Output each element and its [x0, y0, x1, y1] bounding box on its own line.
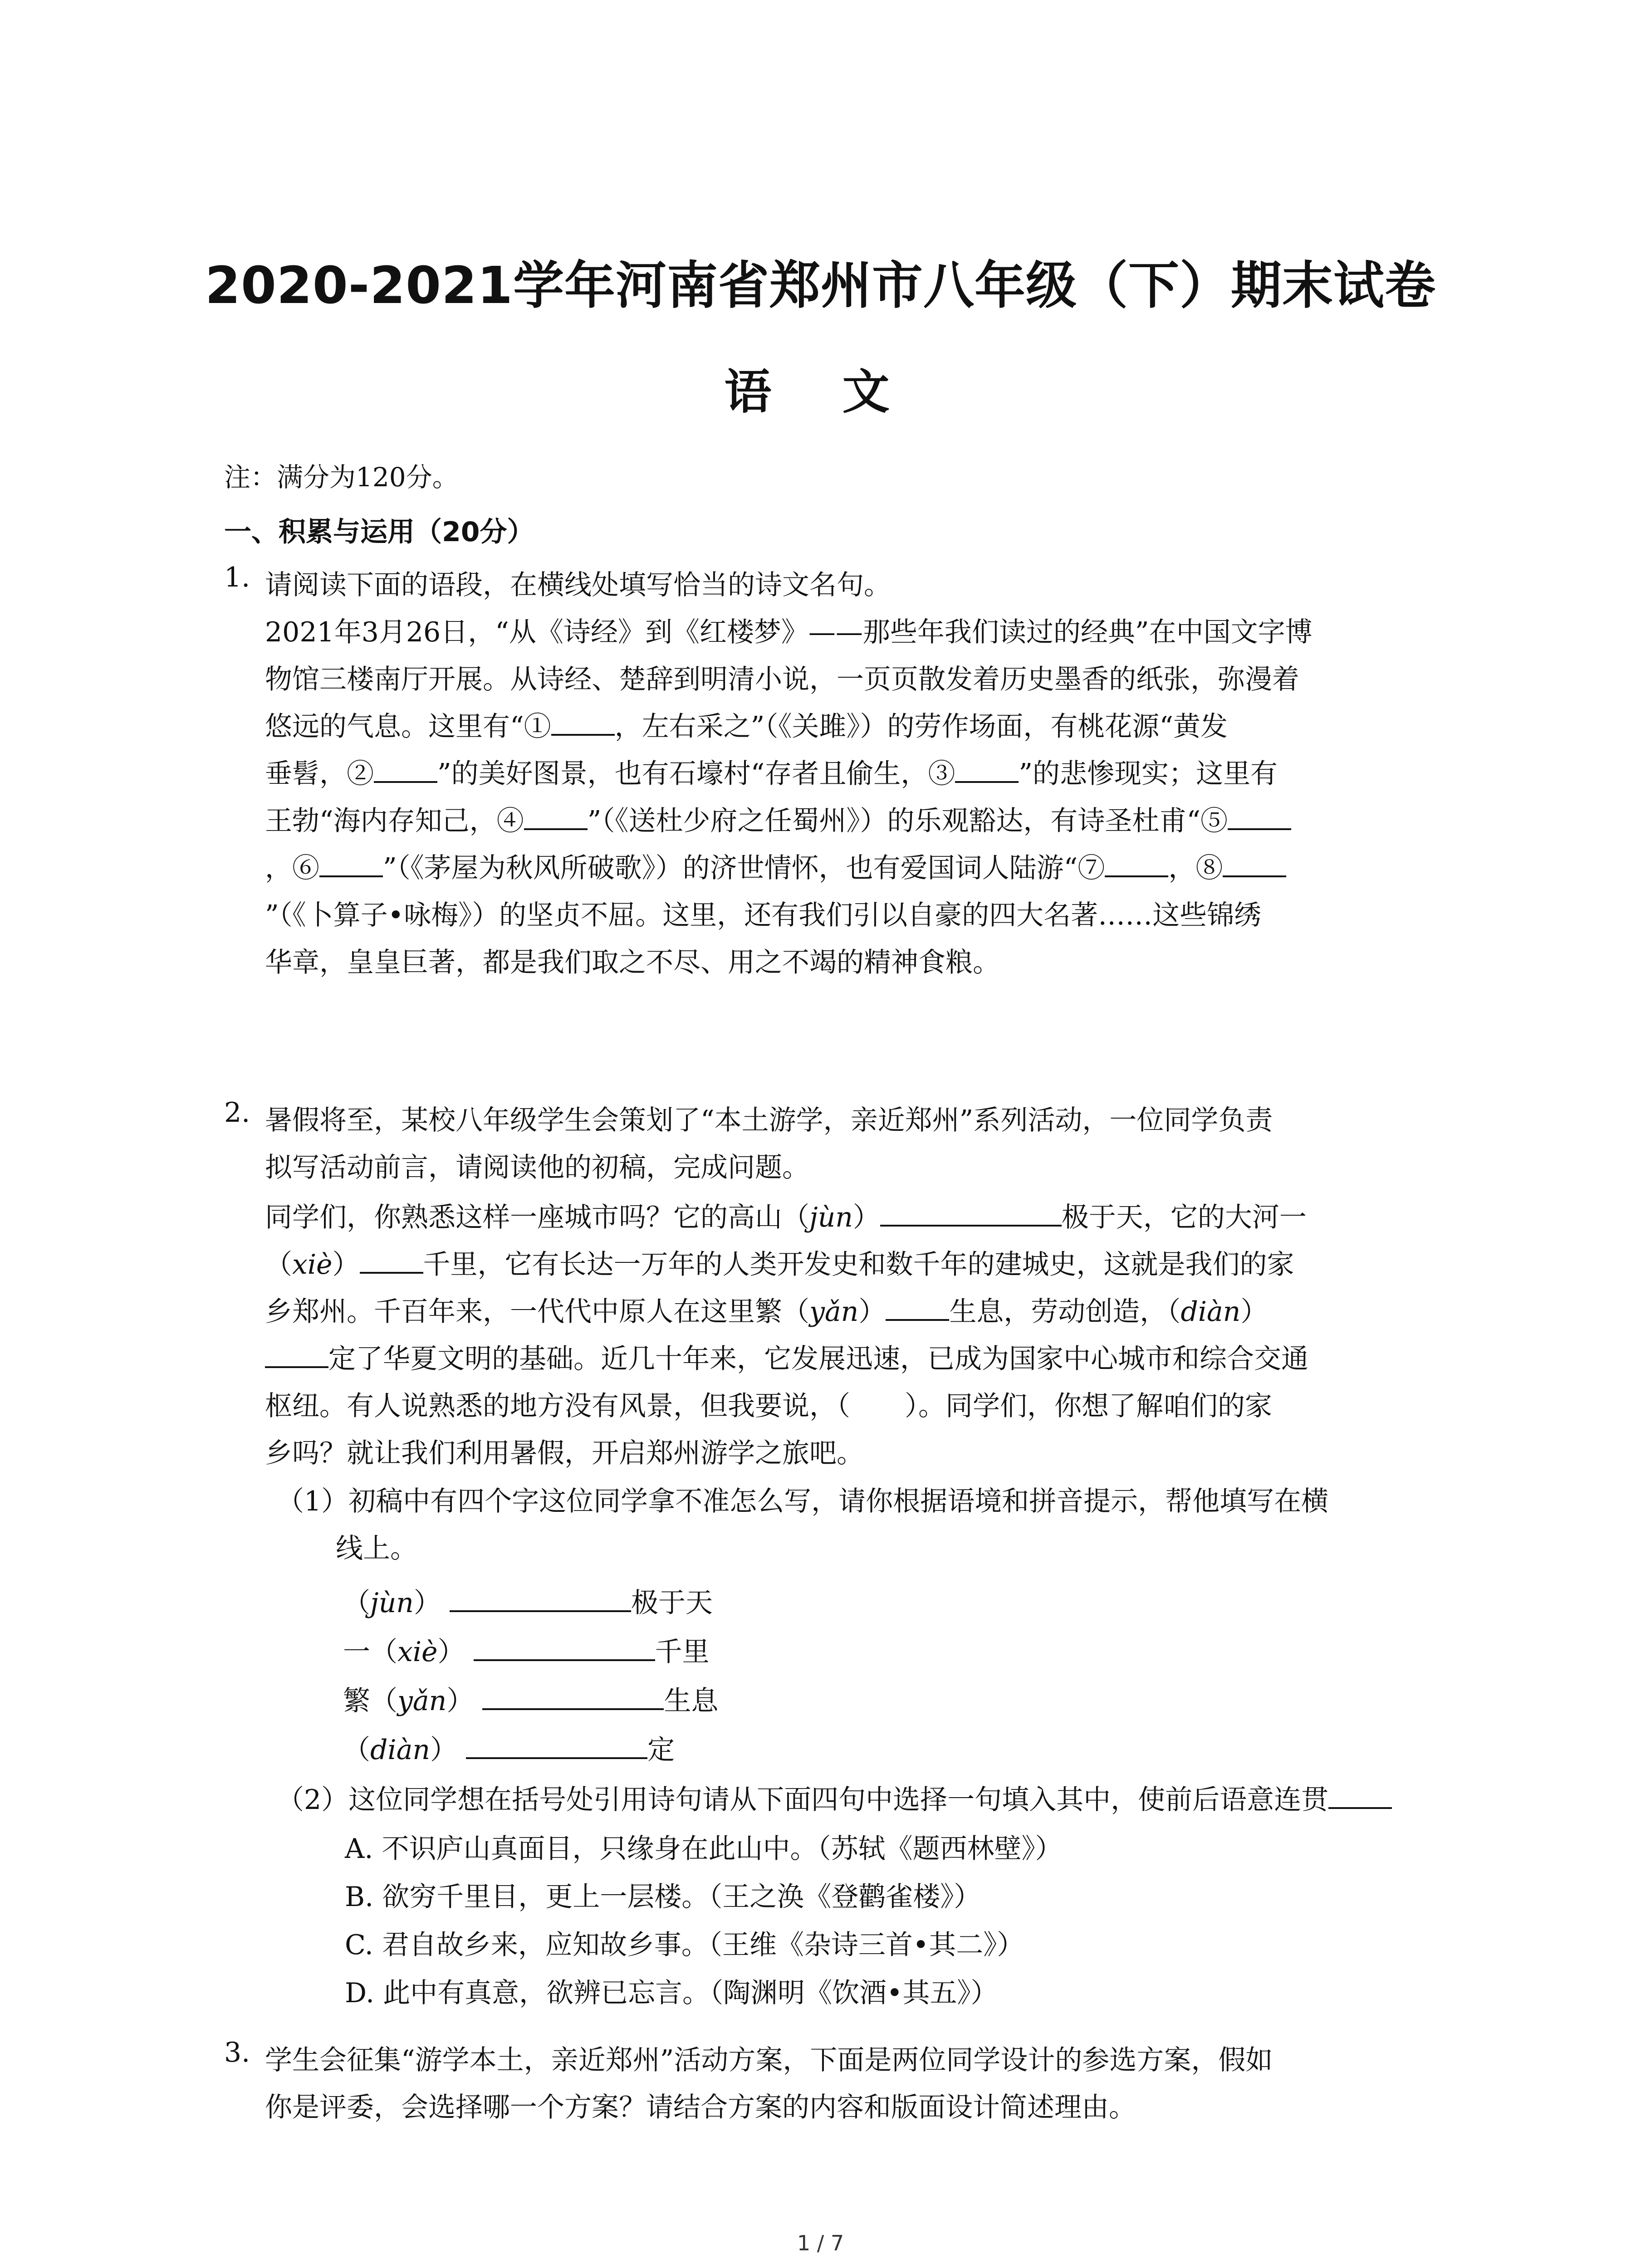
option-d: D. 此中有真意，欲辨已忘言。（陶渊明《饮酒•其五》）: [345, 1977, 998, 2009]
question-number: 2.: [224, 1097, 250, 1129]
subject-heading: 语 文: [724, 364, 917, 420]
answer-blank[interactable]: [482, 1680, 664, 1710]
draft-line: 乡吗？就让我们利用暑假，开启郑州游学之旅吧。: [265, 1437, 864, 1469]
question-number: 1.: [224, 562, 250, 593]
passage-line: ，⑥ ”（《茅屋为秋风所破歌》）的济世情怀，也有爱国词人陆游“⑦ ，⑧: [265, 845, 1508, 892]
answer-blank-2[interactable]: [374, 753, 437, 783]
answer-blank[interactable]: [886, 1291, 949, 1321]
score-note: 注：满分为120分。: [224, 462, 459, 493]
fill-row: 繁（yǎn） 生息: [343, 1677, 718, 1725]
question-1: [224, 562, 1449, 609]
draft-line: 乡郑州。千百年来，一代代中原人在这里繁（yǎn） 生息，劳动创造，（diàn）: [265, 1288, 1508, 1335]
answer-blank-5[interactable]: [1228, 800, 1291, 830]
answer-blank[interactable]: [880, 1197, 1062, 1227]
answer-blank[interactable]: [474, 1631, 655, 1661]
fill-row: （jùn） 极于天: [343, 1579, 713, 1627]
passage-line: 华章，皇皇巨著，都是我们取之不尽、用之不竭的精神食粮。: [265, 947, 1000, 978]
question-number: 3.: [224, 2037, 250, 2068]
option-b: B. 欲穷千里目，更上一层楼。（王之涣《登鹳雀楼》）: [345, 1881, 981, 1913]
answer-blank-7[interactable]: [1105, 847, 1168, 877]
section-heading: 一、积累与运用（20分）: [224, 516, 534, 548]
passage-line: 2021年3月26日，“从《诗经》到《红楼梦》——那些年我们读过的经典”在中国文字博: [265, 616, 1313, 648]
subquestion-1: （1）初稿中有四个字这位同学拿不准怎么写，请你根据语境和拼音提示，帮他填写在横 线上。: [277, 1486, 1329, 1564]
answer-blank-1[interactable]: [551, 706, 615, 736]
question-3: [224, 2037, 1449, 2131]
page-number: 1 / 7: [797, 2231, 844, 2255]
question-prompt: 请阅读下面的语段，在横线处填写恰当的诗文名句。: [265, 569, 891, 601]
option-a: A. 不识庐山真面目，只缘身在此山中。（苏轼《题西林壁》）: [345, 1833, 1063, 1865]
q1-passage: [265, 609, 1508, 986]
passage-line: 垂髫，② ”的美好图景，也有石壕村“存者且偷生，③ ”的悲惨现实；这里有: [265, 750, 1508, 797]
draft-line: 定了华夏文明的基础。近几十年来，它发展迅速，已成为国家中心城市和综合交通: [265, 1335, 1508, 1383]
answer-blank-8[interactable]: [1223, 847, 1286, 877]
draft-line: （xiè） 千里，它有长达一万年的人类开发史和数千年的建城史，这就是我们的家: [265, 1241, 1508, 1288]
q2-draft: [265, 1194, 1508, 1477]
subquestion-2: （2）这位同学想在括号处引用诗句请从下面四句中选择一句填入其中，使前后语意连贯: [277, 1776, 1392, 1823]
question-prompt: 学生会征集“游学本土，亲近郑州”活动方案，下面是两位同学设计的参选方案，假如 你是评委，会选择哪一个方案？请结合方案的内容和版面设计简述理由。: [265, 2044, 1273, 2123]
passage-line: ”（《卜算子•咏梅》）的坚贞不屈。这里，还有我们引以自豪的四大名著……这些锦绣: [265, 899, 1262, 931]
answer-blank-3[interactable]: [955, 753, 1019, 783]
passage-line: 物馆三楼南厅开展。从诗经、楚辞到明清小说，一页页散发着历史墨香的纸张，弥漫着: [265, 664, 1299, 695]
answer-blank[interactable]: [360, 1244, 423, 1274]
question-2: [224, 1097, 1449, 1191]
fill-row: （diàn） 定: [343, 1726, 675, 1774]
option-c: C. 君自故乡来，应知故乡事。（王维《杂诗三首•其二》）: [345, 1929, 1024, 1961]
question-prompt: 暑假将至，某校八年级学生会策划了“本土游学，亲近郑州”系列活动，一位同学负责 拟写活动前言，请阅读他的初稿，完成问题。: [265, 1105, 1273, 1183]
passage-line: 王勃“海内存知己，④ ”（《送杜少府之任蜀州》）的乐观豁达，有诗圣杜甫“⑤: [265, 797, 1508, 845]
answer-blank[interactable]: [466, 1729, 647, 1759]
passage-line: 悠远的气息。这里有“① ，左右采之”（《关雎》）的劳作场面，有桃花源“黄发: [265, 703, 1508, 750]
draft-line: 枢纽。有人说熟悉的地方没有风景，但我要说，（ ）。同学们，你想了解咱们的家: [265, 1390, 1272, 1422]
draft-line: 同学们，你熟悉这样一座城市吗？它的高山（jùn） 极于天，它的大河一: [265, 1194, 1508, 1241]
answer-blank[interactable]: [1328, 1779, 1392, 1809]
fill-row: 一（xiè） 千里: [343, 1628, 710, 1676]
answer-blank[interactable]: [450, 1582, 631, 1612]
page-title: 2020-2021学年河南省郑州市八年级（下）期末试卷: [205, 256, 1436, 315]
answer-blank[interactable]: [265, 1338, 328, 1368]
answer-blank-4[interactable]: [524, 800, 588, 830]
answer-blank-6[interactable]: [319, 847, 383, 877]
